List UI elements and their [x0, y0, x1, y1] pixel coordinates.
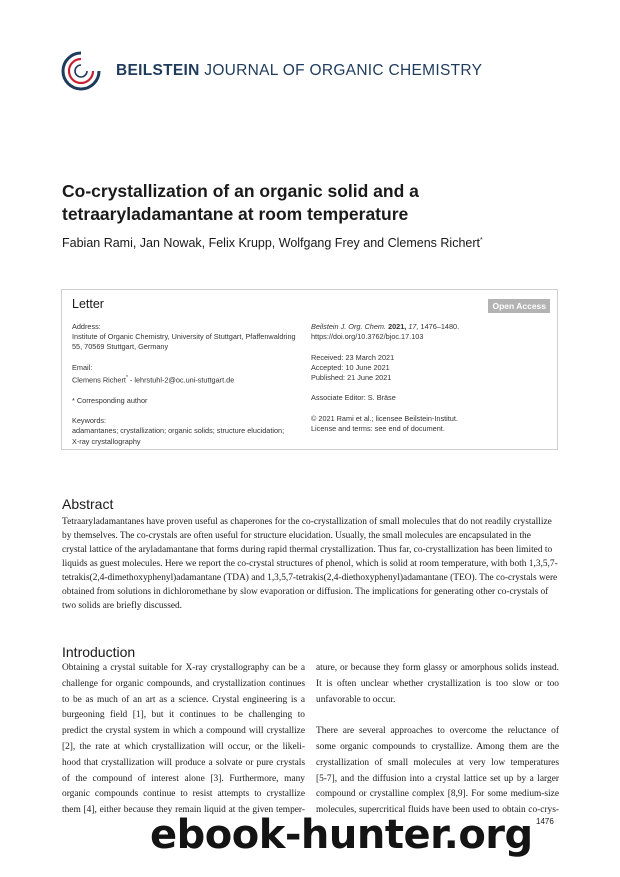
page-number: 1476 — [536, 817, 554, 826]
journal-logo-icon — [60, 50, 102, 92]
intro-line: compound or crystalline complex [8,9]. For some medium-size — [316, 789, 559, 800]
citation-journal: Beilstein J. Org. Chem. — [311, 322, 387, 331]
corresponding-text: * Corresponding author — [72, 395, 148, 405]
keywords-block — [72, 416, 304, 447]
email-line[interactable] — [72, 373, 304, 386]
authors-text: Fabian Rami, Jan Nowak, Felix Krupp, Wolfgang Frey and Clemens Richert — [62, 236, 480, 250]
keywords-line: X-ray crystallography — [72, 436, 141, 446]
intro-line: [5-7], and the diffusion into a crystal lattice set up by a larger — [316, 773, 559, 784]
intro-line: challenge for organic compounds, and crystallization continues — [62, 678, 305, 689]
email-label: Email: — [72, 362, 93, 372]
intro-line: unfavorable to occur. — [316, 694, 396, 705]
info-right-column — [311, 322, 551, 444]
journal-name-bold: BEILSTEIN — [116, 62, 200, 79]
info-left-column — [72, 322, 304, 457]
title-line: tetraaryladamantane at room temperature — [62, 204, 409, 224]
abstract-line: obtained from solutions in dichloromethane by slow evaporation or diffusion. The implications for generating other co-crystals of — [62, 587, 549, 597]
dates-block — [311, 353, 551, 384]
corresponding-mark: * — [480, 236, 483, 244]
intro-line: ature, or because they form glassy or amorphous solids instead. — [316, 663, 559, 673]
paragraph-gap — [316, 708, 559, 724]
citation-year: 2021, — [388, 322, 407, 331]
introduction-heading: Introduction — [62, 644, 136, 660]
address-label: Address: — [72, 322, 101, 331]
article-type: Letter — [72, 297, 104, 311]
intro-right-column — [316, 661, 559, 819]
intro-line: crystallization of small molecules at very low temperatures — [316, 757, 559, 768]
citation-pages: 1476–1480. — [420, 322, 460, 331]
received-date: Received: 23 March 2021 — [311, 352, 395, 362]
intro-left-column — [62, 661, 305, 819]
copyright-text: © 2021 Rami et al.; licensee Beilstein-Institut. — [311, 413, 458, 423]
intro-line: There are several approaches to overcome the reluctance of — [316, 726, 559, 737]
abstract-line: two solids are briefly discussed. — [62, 601, 183, 611]
doi-link[interactable]: https://doi.org/10.3762/bjoc.17.103 — [311, 332, 424, 342]
abstract-body — [62, 515, 559, 613]
abstract-line: tetrakis(2,4-dimethoxyphenyl)adamantane (TDA) and 1,3,5,7-tetrakis(2,4-diethoxyphenyl)adamantane (TEO). The co-crystals were — [62, 573, 558, 583]
email-name: Clemens Richert — [72, 375, 126, 385]
address-line: Institute of Organic Chemistry, University of Stuttgart, Pfaffenwaldring — [72, 332, 296, 342]
intro-line: [2], the rate at which crystallization will occur, or the likeli- — [62, 741, 305, 752]
author-list — [62, 236, 483, 250]
intro-line: molecules, supercritical fluids have been used to obtain co-crys- — [316, 805, 559, 816]
accepted-date: Accepted: 10 June 2021 — [311, 362, 390, 372]
address-line: 55, 70569 Stuttgart, Germany — [72, 342, 169, 352]
abstract-line: liquids as guest molecules. Here we report the co-crystal structures of phenol, which is solid at room temperature, with both 1,3,5,7- — [62, 559, 558, 569]
intro-line: Obtaining a crystal suitable for X-ray crystallography can be a — [62, 663, 305, 673]
intro-line: burgeoning field [1], but it continues to be challenging to — [62, 710, 305, 721]
published-date: Published: 21 June 2021 — [311, 373, 392, 382]
abstract-line: crystal lattice of the aryladamantane that forms during rapid thermal crystallization. Thus far, co-crystallization has been limited to — [62, 545, 553, 555]
corresponding-note — [72, 396, 304, 406]
abstract-line: Tetraaryladamantanes have proven useful as chaperones for the co-crystallization of small molecules that do not readily crystallize — [62, 517, 552, 527]
journal-name — [116, 62, 482, 80]
intro-line: predict the crystal system in which a compound will crystallize — [62, 726, 305, 737]
article-info-box — [61, 289, 558, 450]
license-block — [311, 414, 551, 434]
email-block — [72, 363, 304, 386]
license-text: License and terms: see end of document. — [311, 423, 445, 433]
intro-line: It is often unclear whether crystallization is too slow or too — [316, 678, 559, 689]
associate-editor: Associate Editor: S. Bräse — [311, 393, 396, 403]
abstract-line: by themselves. The co-crystals are often useful for structure elucidation. Usually, the small molecules are encapsulated in the — [62, 531, 531, 541]
email-mark: * — [125, 375, 128, 381]
keywords-line: adamantanes; crystallization; organic solids; structure elucidation; — [72, 426, 285, 436]
editor-block — [311, 393, 551, 403]
journal-name-rest: JOURNAL OF ORGANIC CHEMISTRY — [199, 62, 483, 79]
intro-line: hood that crystallization will produce a solvate or pure crystals — [62, 757, 305, 768]
keywords-label: Keywords: — [72, 416, 107, 426]
intro-line: some organic compounds to crystallize. Among them are the — [316, 741, 559, 752]
citation-volume: 17, — [408, 322, 419, 331]
open-access-badge[interactable]: Open Access — [488, 299, 550, 313]
abstract-heading: Abstract — [62, 496, 114, 512]
intro-line: organic compounds continue to resist attempts to crystallize — [62, 789, 305, 800]
watermark-text: ebook-hunter.org — [150, 812, 533, 858]
intro-line: of the compound of interest alone [3]. Furthermore, many — [62, 773, 305, 784]
title-line: Co-crystallization of an organic solid and a — [62, 181, 419, 201]
citation-block — [311, 322, 551, 342]
email-address: - lehrstuhl-2@oc.uni-stuttgart.de — [127, 375, 235, 385]
intro-line: to be as much of an art as a science. Crystal engineering is a — [62, 694, 305, 705]
citation-line — [311, 322, 551, 332]
address-block — [72, 322, 304, 353]
article-title — [62, 180, 562, 226]
intro-line: them [4], either because they remain liquid at the given temper- — [62, 805, 305, 816]
